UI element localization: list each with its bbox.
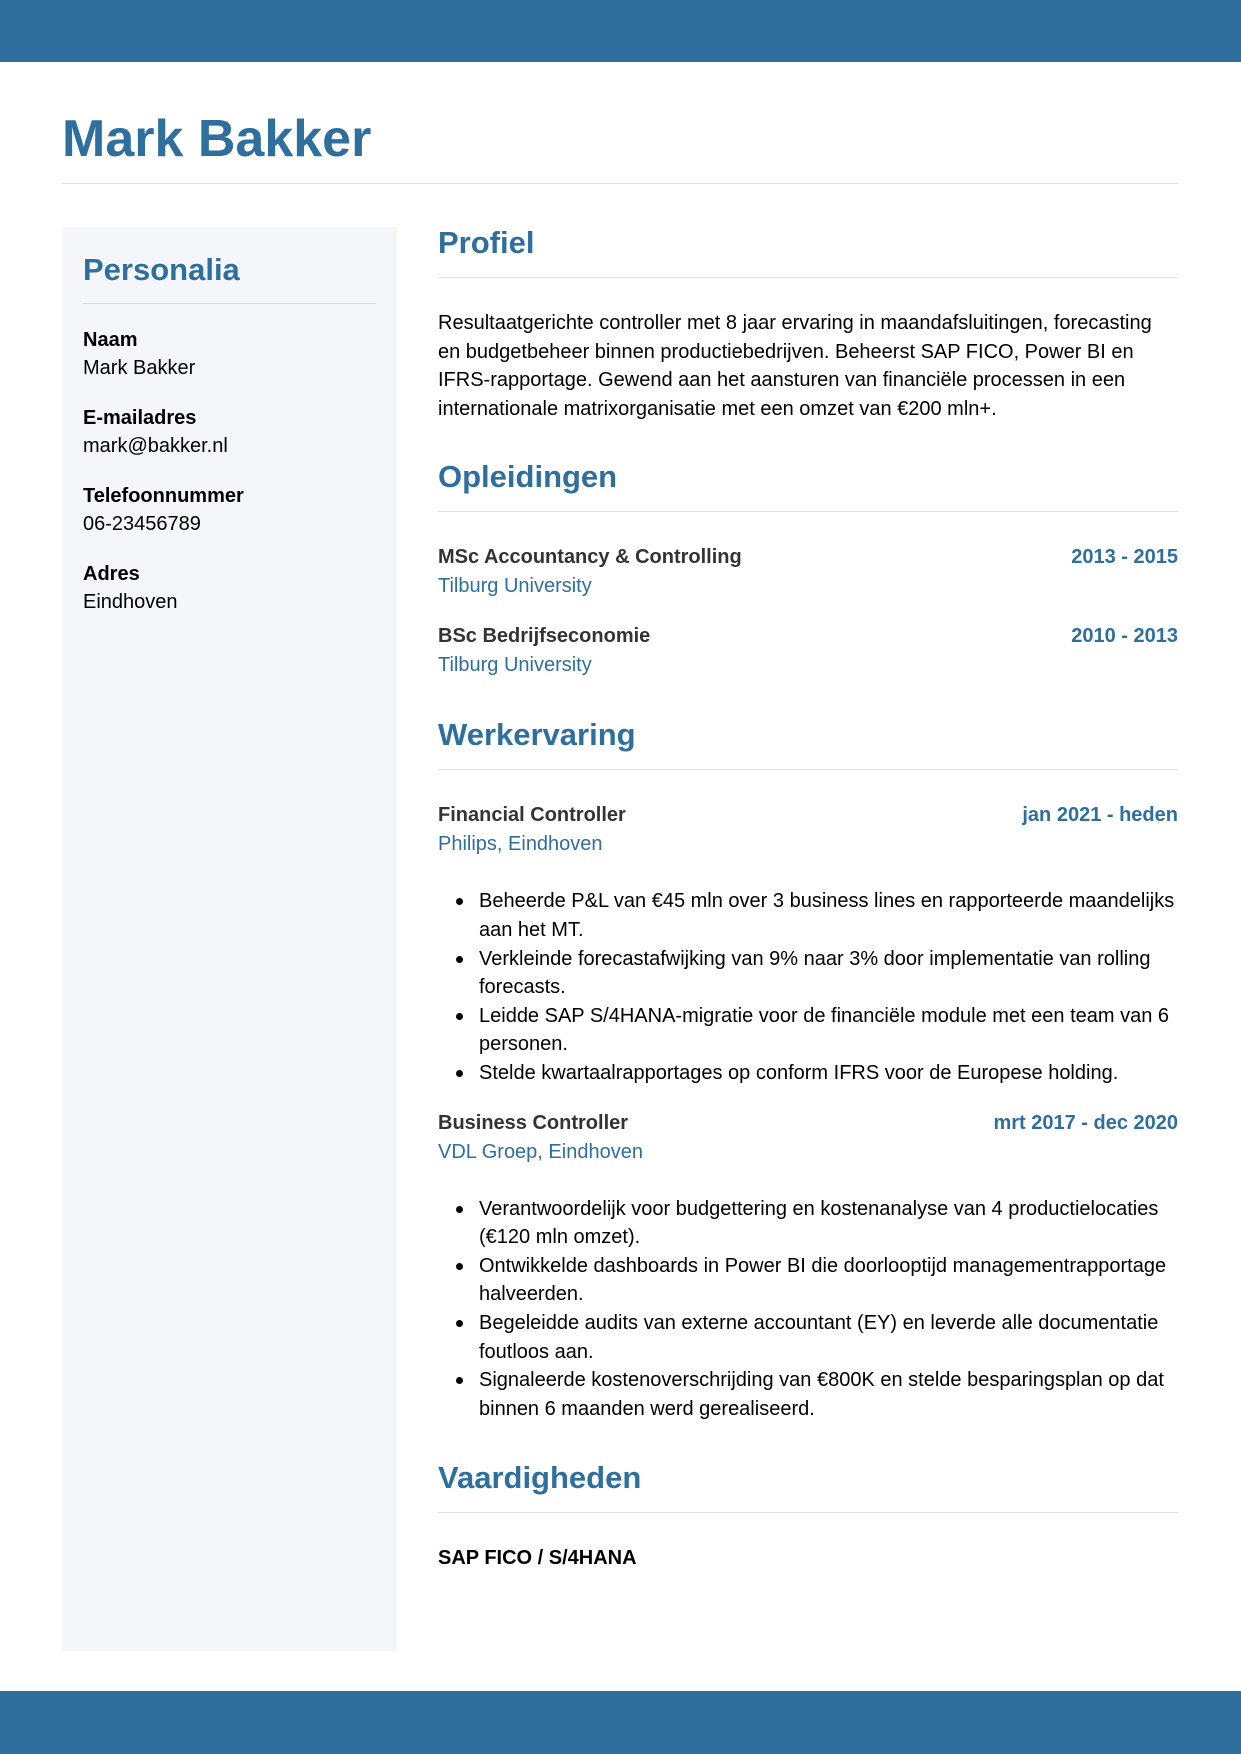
personalia-sidebar (62, 227, 397, 1651)
footer-bar (0, 1691, 1241, 1754)
education-degree: MSc Accountancy & Controlling (438, 546, 742, 569)
job-company: VDL Groep, Eindhoven (438, 1140, 643, 1163)
bullet-icon (456, 1070, 463, 1077)
list-item (438, 887, 1178, 944)
list-item (438, 945, 1178, 1002)
bullet-text: Beheerde P&L van €45 mln over 3 business lines en rapporteerde maandelijks aan het MT. (479, 890, 1175, 941)
main-content (438, 221, 1178, 1573)
profile-section (438, 221, 1178, 423)
personal-label: Telefoonnummer (83, 485, 244, 507)
header-bar (0, 0, 1241, 62)
section-divider (438, 277, 1178, 278)
section-title-skills: Vaardigheden (438, 1460, 642, 1496)
skill-item: SAP FICO / S/4HANA (438, 1547, 637, 1570)
education-section (438, 455, 1178, 713)
personal-item-email (83, 404, 376, 460)
section-title-experience: Werkervaring (438, 717, 636, 753)
personal-value: mark@bakker.nl (83, 435, 228, 457)
job-bullets (438, 1195, 1178, 1424)
personal-value: Mark Bakker (83, 357, 196, 379)
personal-label: E-mailadres (83, 407, 197, 429)
bullet-text: Leidde SAP S/4HANA-migratie voor de financiële module met een team van 6 personen. (479, 1004, 1170, 1056)
personal-label: Adres (83, 563, 140, 585)
page-title: Mark Bakker (62, 110, 372, 168)
job-role: Financial Controller (438, 804, 626, 827)
sidebar-divider (83, 303, 376, 304)
job-company: Philips, Eindhoven (438, 833, 603, 856)
bullet-icon (456, 898, 463, 905)
bullet-text: Verkleinde forecastafwijking van 9% naar 3% door implementatie van rolling forecasts. (479, 947, 1151, 999)
bullet-text: Signaleerde kostenoverschrijding van €800K en stelde besparingsplan op dat binnen 6 maanden werd gerealiseerd. (479, 1369, 1164, 1420)
bullet-text: Begeleidde audits van externe accountant (EY) en leverde alle documentatie foutloos aan. (479, 1311, 1159, 1363)
section-divider (438, 769, 1178, 770)
bullet-icon (456, 956, 463, 963)
skills-section (438, 1456, 1178, 1573)
list-item (438, 1059, 1178, 1088)
education-entry (438, 543, 1178, 601)
personal-value: 06-23456789 (83, 513, 201, 535)
experience-section (438, 713, 1178, 1456)
bullet-icon (456, 1206, 463, 1213)
bullet-text: Verantwoordelijk voor budgettering en kostenanalyse van 4 productielocaties (€120 mln omzet). (479, 1197, 1159, 1249)
title-divider (62, 183, 1178, 184)
job-bullets (438, 887, 1178, 1087)
job-period: mrt 2017 - dec 2020 (993, 1111, 1178, 1134)
personal-label: Naam (83, 329, 138, 351)
personal-item-phone (83, 482, 376, 538)
education-years: 2010 - 2013 (1071, 625, 1178, 648)
section-divider (438, 1512, 1178, 1513)
bullet-text: Stelde kwartaalrapportages op conform IFRS voor de Europese holding. (479, 1061, 1119, 1084)
job-role: Business Controller (438, 1111, 629, 1134)
personal-item-name (83, 326, 376, 382)
education-institution: Tilburg University (438, 575, 592, 598)
list-item (438, 1002, 1178, 1059)
bullet-text: Ontwikkelde dashboards in Power BI die doorlooptijd managementrapportage halveerden. (479, 1254, 1167, 1306)
profile-text: Resultaatgerichte controller met 8 jaar ervaring in maandafsluitingen, forecasting en budgetbeheer binnen productiebedrijven. Beheerst SAP FICO, Power BI en IFRS-rapportage. Gewend aan het aansturen van financiële processen in een internationale matrixorganisatie met een omzet van €200 mln+. (438, 312, 1152, 420)
bullet-icon (456, 1377, 463, 1384)
personal-item-address (83, 560, 376, 616)
section-divider (438, 511, 1178, 512)
education-years: 2013 - 2015 (1071, 546, 1178, 569)
experience-entry (438, 1109, 1178, 1424)
sidebar-title: Personalia (83, 252, 240, 287)
list-item (438, 1195, 1178, 1252)
bullet-icon (456, 1320, 463, 1327)
job-period: jan 2021 - heden (1022, 804, 1178, 827)
bullet-icon (456, 1013, 463, 1020)
education-entry (438, 622, 1178, 680)
list-item (438, 1252, 1178, 1309)
section-title-education: Opleidingen (438, 459, 618, 495)
personal-value: Eindhoven (83, 591, 178, 613)
bullet-icon (456, 1263, 463, 1270)
experience-entry (438, 801, 1178, 1087)
education-institution: Tilburg University (438, 654, 592, 677)
education-degree: BSc Bedrijfseconomie (438, 625, 651, 648)
list-item (438, 1309, 1178, 1366)
section-title-profile: Profiel (438, 225, 535, 260)
list-item (438, 1366, 1178, 1423)
